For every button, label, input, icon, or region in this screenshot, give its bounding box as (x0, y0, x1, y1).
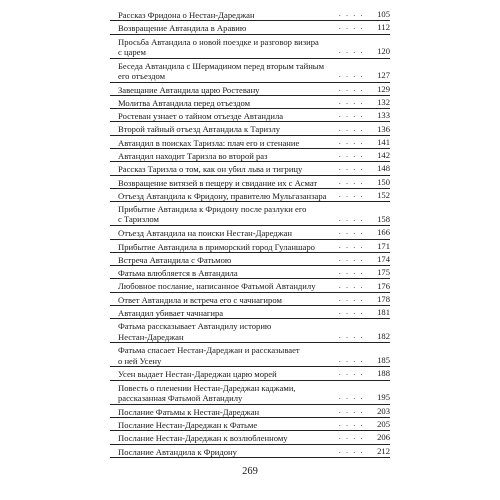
toc-entry-page: 176 (377, 280, 390, 291)
toc-entry (110, 226, 390, 239)
toc-entry-page: 141 (377, 136, 390, 147)
toc-entry (110, 240, 390, 253)
toc-entry-title-line: Возвращение витязей в пещеру и свидание их с Асмат (118, 177, 318, 188)
toc-entry-page: 175 (377, 267, 390, 278)
toc-entry (110, 253, 390, 266)
toc-entry-page: 105 (377, 9, 390, 20)
toc-entry-title-line: Прибытие Автандила к Фридону после разлуки его (118, 204, 307, 215)
toc-entry-page: 150 (377, 176, 390, 187)
toc-entry-page: 206 (377, 432, 390, 443)
toc-entry-page: 203 (377, 405, 390, 416)
dot-leader: . . . . (338, 176, 364, 186)
toc-entry (110, 176, 390, 189)
toc-entry (110, 319, 390, 343)
toc-entry (110, 266, 390, 279)
toc-entry-title-line: Молитва Автандила перед отъездом (118, 97, 251, 108)
toc-entry-page: 152 (377, 190, 390, 201)
toc-entry-title-line: Фатьма влюбляется в Автандила (118, 268, 238, 279)
toc-entry-title-line: Встреча Автандила с Фатьмою (118, 254, 232, 265)
toc-entry-title-line: Беседа Автандила с Шермадином перед вторым тайным (118, 60, 325, 71)
toc-entry (110, 149, 390, 162)
toc-entry (110, 59, 390, 83)
toc-entry (110, 381, 390, 405)
dot-leader: . . . . (338, 355, 364, 365)
dot-leader: . . . . (338, 280, 364, 290)
toc-entry-page: 129 (377, 83, 390, 94)
dot-leader: . . . . (338, 267, 364, 277)
table-of-contents (110, 8, 390, 458)
dot-leader: . . . . (338, 150, 364, 160)
toc-entry (110, 96, 390, 109)
toc-entry-page: 195 (377, 392, 390, 403)
page-number: 269 (242, 466, 258, 477)
toc-entry-title-line: Рассказ Таризла о том, как он убил льва и тигрицу (118, 164, 303, 175)
toc-entry-title-line: его отъездом (118, 70, 166, 81)
toc-entry-title-line: Фатьма спасает Нестан-Дареджан и рассказывает (118, 345, 300, 356)
toc-entry-page: 158 (377, 214, 390, 225)
toc-entry-title-line: Послание Нестан-Дареджан к возлюбленному (118, 433, 288, 444)
toc-entry-title-line: Возвращение Автандила в Аравию (118, 23, 247, 34)
toc-entry (110, 306, 390, 319)
dot-leader: . . . . (338, 240, 364, 250)
dot-leader: . . . . (338, 432, 364, 442)
toc-entry-title-line: Автандил в поисках Таризла: плач его и стенание (118, 137, 300, 148)
toc-entry-page: 136 (377, 123, 390, 134)
toc-entry-title-line: о ней Усену (118, 355, 162, 366)
dot-leader: . . . . (338, 227, 364, 237)
toc-entry (110, 109, 390, 122)
toc-entry (110, 202, 390, 226)
toc-entry-page: 212 (377, 445, 390, 456)
toc-entry (110, 189, 390, 202)
toc-entry (110, 445, 390, 458)
toc-entry-title-line: Нестан-Дареджан (118, 331, 184, 342)
dot-leader: . . . . (338, 46, 364, 56)
toc-entry-page: 148 (377, 163, 390, 174)
dot-leader: . . . . (338, 307, 364, 317)
toc-entry-title-line: Любовное послание, написанное Фатьмой Автандилу (118, 281, 316, 292)
dot-leader: . . . . (338, 163, 364, 173)
toc-entry-title-line: Фатьма рассказывает Автандилу историю (118, 321, 272, 332)
dot-leader: . . . . (338, 419, 364, 429)
toc-entry-page: 166 (377, 227, 390, 238)
toc-entry-title-line: Автандил находит Таризла во второй раз (118, 151, 268, 162)
toc-entry-page: 120 (377, 46, 390, 57)
dot-leader: . . . . (338, 96, 364, 106)
dot-leader: . . . . (338, 214, 364, 224)
toc-entry-page: 171 (377, 240, 390, 251)
dot-leader: . . . . (338, 368, 364, 378)
dot-leader: . . . . (338, 293, 364, 303)
toc-entry-title-line: Завещание Автандила царю Ростевану (118, 84, 260, 95)
toc-entry (110, 405, 390, 418)
toc-entry (110, 35, 390, 59)
toc-entry-title-line: Послание Нестан-Дареджан к Фатьме (118, 419, 258, 430)
toc-entry-title-line: Ответ Автандила и встреча его с чачнагиром (118, 294, 282, 305)
toc-entry-title-line: Прибытие Автандила в приморский город Гуланшаро (118, 241, 315, 252)
dot-leader: . . . . (338, 22, 364, 32)
toc-entry-page: 127 (377, 70, 390, 81)
toc-entry-title-line: Рассказ Фридона о Нестан-Дареджан (118, 10, 255, 20)
toc-entry-page: 178 (377, 293, 390, 304)
toc-entry (110, 21, 390, 34)
toc-entry-title-line: Просьба Автандила о новой поездке и разговор визира (118, 36, 319, 47)
toc-entry-title-line: с царем (118, 46, 146, 57)
dot-leader: . . . . (338, 83, 364, 93)
toc-entry-title-line: Автандил убивает чачнагира (118, 308, 224, 319)
toc-entry-title-line: Отъезд Автандила на поиски Нестан-Дареджан (118, 228, 293, 239)
toc-entry-title-line: Второй тайный отъезд Автандила к Таризлу (118, 124, 281, 135)
dot-leader: . . . . (338, 110, 364, 120)
toc-entry (110, 136, 390, 149)
toc-entry-page: 181 (377, 307, 390, 318)
toc-entry-page: 205 (377, 419, 390, 430)
dot-leader: . . . . (338, 136, 364, 146)
toc-entry-page: 174 (377, 253, 390, 264)
dot-leader: . . . . (338, 392, 364, 402)
toc-entry-page: 188 (377, 368, 390, 379)
toc-entry-title-line: с Таризлом (118, 214, 159, 225)
dot-leader: . . . . (338, 123, 364, 133)
toc-entry (110, 8, 390, 21)
toc-entry (110, 279, 390, 292)
toc-entry-title-line: Послание Автандила к Фридону (118, 446, 237, 457)
toc-entry-title-line: Усен выдает Нестан-Дареджан царю морей (118, 369, 277, 380)
toc-entry-page: 142 (377, 150, 390, 161)
dot-leader: . . . . (338, 9, 364, 19)
toc-entry-title-line: Отъезд Автандила к Фридону, правителю Мульгазанзара (118, 190, 327, 201)
toc-entry-page: 185 (377, 355, 390, 366)
toc-entry (110, 162, 390, 175)
toc-entry-page: 132 (377, 96, 390, 107)
toc-entry (110, 343, 390, 367)
dot-leader: . . . . (338, 190, 364, 200)
toc-entry-title-line: рассказанная Фатьмой Автандилу (118, 392, 243, 403)
toc-entry-title-line: Ростеван узнает о тайном отъезде Автандила (118, 111, 284, 122)
dot-leader: . . . . (338, 405, 364, 415)
toc-entry (110, 83, 390, 96)
dot-leader: . . . . (338, 445, 364, 455)
toc-entry (110, 122, 390, 135)
toc-entry-page: 182 (377, 331, 390, 342)
dot-leader: . . . . (338, 70, 364, 80)
dot-leader: . . . . (338, 331, 364, 341)
toc-entry-page: 112 (377, 22, 390, 33)
toc-entry (110, 418, 390, 431)
toc-entry-title-line: Послание Фатьмы к Нестан-Дареджан (118, 406, 260, 417)
toc-entry-title-line: Повесть о пленении Нестан-Дареджан каджами, (118, 382, 296, 393)
toc-entry (110, 293, 390, 306)
toc-entry (110, 367, 390, 380)
toc-entry (110, 431, 390, 444)
dot-leader: . . . . (338, 253, 364, 263)
toc-entry-page: 133 (377, 110, 390, 121)
